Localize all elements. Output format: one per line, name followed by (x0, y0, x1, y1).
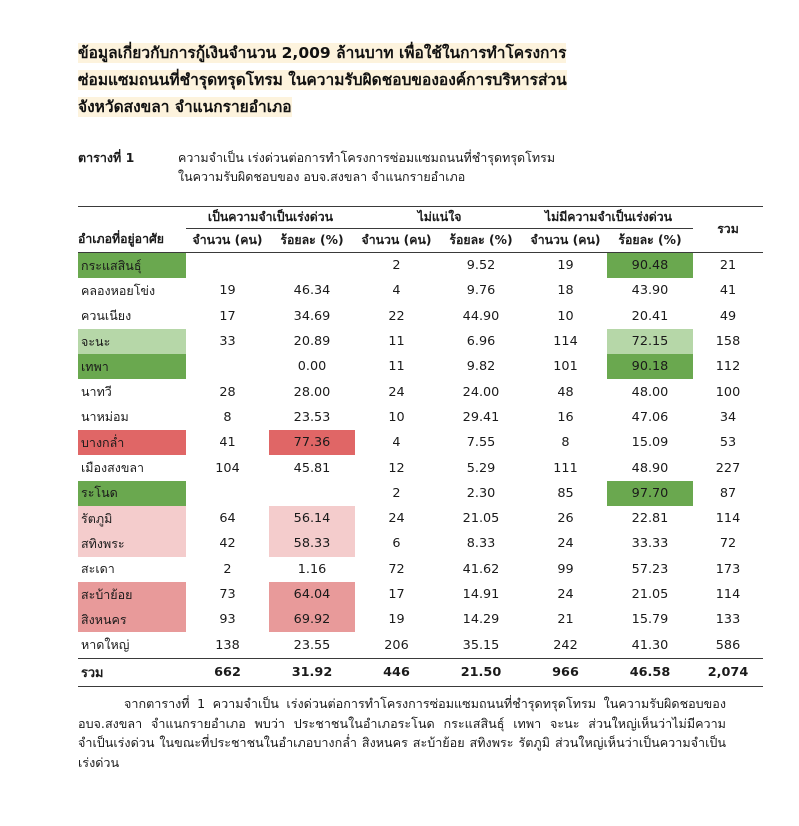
column-header-district: อำเภอที่อยู่อาศัย (78, 232, 164, 246)
cell-district: ควนเนียง (81, 308, 132, 324)
table-row (78, 531, 763, 556)
summary-not-urgent-percent: 46.58 (629, 664, 671, 680)
summary-unsure-percent: 21.50 (460, 664, 502, 680)
table-body (78, 253, 763, 659)
table-caption-text (178, 148, 723, 186)
column-header-urgent-percent: ร้อยละ (%) (280, 233, 344, 247)
cell-not-urgent-percent: 97.70 (607, 481, 693, 506)
table-row (78, 354, 763, 379)
cell-urgent-percent: 77.36 (269, 430, 355, 455)
cell-total: 114 (715, 587, 741, 602)
cell-unsure-percent: 24.00 (462, 384, 500, 400)
cell-urgent-count: 28 (219, 384, 236, 400)
summary-urgent-percent: 31.92 (291, 664, 333, 680)
table-row (78, 557, 763, 582)
cell-not-urgent-percent: 48.00 (631, 384, 669, 400)
cell-not-urgent-percent: 43.90 (631, 283, 669, 299)
cell-district: กระแสสินธุ์ (78, 253, 186, 279)
cell-unsure-count: 6 (392, 536, 401, 552)
cell-unsure-percent: 14.91 (462, 587, 500, 602)
cell-urgent-percent: 58.33 (269, 531, 355, 556)
cell-unsure-percent: 29.41 (462, 409, 500, 425)
cell-not-urgent-count: 16 (557, 409, 574, 425)
cell-district: หาดใหญ่ (81, 637, 130, 653)
cell-not-urgent-percent: 57.23 (631, 561, 669, 577)
cell-not-urgent-percent: 90.18 (607, 354, 693, 379)
cell-unsure-count: 19 (388, 612, 405, 628)
cell-district: สิงหนคร (78, 607, 186, 632)
cell-urgent-percent: 1.16 (297, 561, 327, 577)
cell-unsure-count: 206 (384, 637, 409, 653)
cell-unsure-percent: 5.29 (466, 460, 496, 476)
cell-urgent-count: 17 (219, 308, 236, 324)
cell-urgent-count: 2 (223, 561, 232, 577)
cell-not-urgent-percent: 90.48 (607, 253, 693, 279)
table-row (78, 379, 763, 404)
cell-total: 100 (715, 384, 741, 400)
cell-not-urgent-percent: 20.41 (631, 308, 669, 324)
cell-unsure-percent: 9.76 (466, 283, 496, 299)
cell-unsure-percent: 41.62 (462, 561, 500, 577)
table-summary-row (78, 659, 763, 687)
cell-urgent-count (186, 253, 269, 279)
cell-total: 41 (719, 283, 737, 299)
cell-unsure-count: 2 (392, 258, 401, 274)
cell-district: ระโนด (78, 481, 186, 506)
cell-not-urgent-count: 99 (557, 561, 574, 577)
table-row (78, 278, 763, 303)
cell-not-urgent-count: 85 (557, 485, 574, 501)
cell-not-urgent-count: 48 (557, 384, 574, 400)
column-header-unsure-percent: ร้อยละ (%) (449, 233, 513, 247)
cell-not-urgent-percent: 33.33 (631, 536, 669, 552)
cell-total: 87 (719, 485, 737, 501)
cell-not-urgent-count: 114 (553, 334, 578, 350)
cell-district: จะนะ (78, 329, 186, 354)
cell-total: 21 (719, 258, 737, 274)
cell-urgent-percent: 20.89 (293, 334, 331, 350)
column-header-unsure-count: จำนวน (คน) (361, 233, 432, 247)
cell-not-urgent-count: 24 (557, 587, 574, 602)
cell-not-urgent-count: 242 (553, 637, 578, 653)
cell-total: 158 (715, 334, 741, 350)
cell-total: 173 (715, 561, 741, 577)
data-table (78, 206, 763, 687)
cell-district: สะเดา (81, 561, 115, 577)
cell-not-urgent-count: 19 (557, 258, 574, 274)
cell-district: นาทวี (81, 384, 112, 400)
summary-not-urgent-count: 966 (552, 664, 579, 680)
cell-urgent-percent: 46.34 (293, 283, 331, 299)
table-row (78, 329, 763, 354)
table-row (78, 632, 763, 658)
cell-district: เมืองสงขลา (81, 460, 145, 476)
cell-urgent-percent: 56.14 (269, 506, 355, 531)
cell-district: สะบ้าย้อย (78, 582, 186, 607)
cell-unsure-percent: 6.96 (466, 334, 496, 350)
table-caption (78, 148, 723, 186)
column-header-group-urgent: เป็นความจำเป็นเร่งด่วน (186, 207, 355, 229)
cell-urgent-count: 73 (219, 587, 236, 602)
cell-not-urgent-percent: 41.30 (631, 637, 669, 653)
cell-not-urgent-percent: 15.09 (631, 435, 669, 451)
cell-urgent-count: 42 (219, 536, 236, 552)
cell-not-urgent-count: 101 (553, 359, 578, 375)
cell-urgent-percent: 34.69 (293, 308, 331, 324)
cell-total: 227 (715, 460, 741, 476)
cell-not-urgent-percent: 21.05 (631, 587, 669, 602)
cell-district: นาหม่อม (81, 409, 129, 425)
cell-total: 112 (715, 359, 741, 375)
table-header (78, 207, 763, 253)
cell-not-urgent-count: 21 (557, 612, 574, 628)
cell-unsure-count: 24 (388, 511, 405, 527)
table-row (78, 304, 763, 329)
table-row (78, 481, 763, 506)
summary-unsure-count: 446 (383, 664, 410, 680)
cell-urgent-count: 64 (219, 511, 236, 527)
cell-total: 34 (719, 409, 737, 425)
cell-not-urgent-percent: 47.06 (631, 409, 669, 425)
column-header-not-urgent-percent: ร้อยละ (%) (618, 233, 682, 247)
cell-district: บางกล่ำ (78, 430, 186, 455)
cell-total: 49 (719, 308, 737, 324)
cell-unsure-percent: 21.05 (462, 511, 500, 527)
table-row (78, 405, 763, 430)
cell-not-urgent-count: 111 (553, 460, 578, 476)
cell-unsure-count: 24 (388, 384, 405, 400)
table-row (78, 607, 763, 632)
cell-urgent-count: 8 (223, 409, 232, 425)
cell-unsure-percent: 35.15 (462, 637, 500, 653)
cell-not-urgent-percent: 22.81 (631, 511, 669, 527)
table-row (78, 430, 763, 455)
cell-unsure-percent: 8.33 (466, 536, 496, 552)
column-header-urgent-count: จำนวน (คน) (192, 233, 263, 247)
table-footer (78, 658, 763, 687)
cell-district: สทิงพระ (78, 531, 186, 556)
column-header-group-unsure: ไม่แน่ใจ (355, 207, 524, 229)
table-header-groups (78, 207, 763, 229)
data-table-container (78, 206, 749, 687)
cell-urgent-count: 41 (219, 435, 236, 451)
cell-urgent-percent (269, 253, 355, 279)
cell-unsure-count: 10 (388, 409, 405, 425)
cell-total: 586 (715, 637, 741, 653)
cell-unsure-count: 2 (392, 485, 401, 501)
cell-total: 72 (719, 536, 737, 552)
cell-unsure-count: 12 (388, 460, 405, 476)
column-header-group-not-urgent: ไม่มีความจำเป็นเร่งด่วน (524, 207, 693, 229)
cell-total: 114 (715, 511, 741, 527)
cell-not-urgent-count: 8 (561, 435, 570, 451)
cell-unsure-count: 72 (388, 561, 405, 577)
table-caption-label: ตารางที่ 1 (78, 150, 135, 165)
cell-urgent-percent: 64.04 (269, 582, 355, 607)
table-caption-line-2: ในความรับผิดชอบของ อบจ.สงขลา จำแนกรายอำเภอ (178, 169, 466, 184)
cell-unsure-count: 11 (388, 334, 405, 350)
cell-urgent-percent: 0.00 (297, 359, 327, 375)
cell-urgent-count (186, 354, 269, 379)
page-title-line-1: ข้อมูลเกี่ยวกับการกู้เงินจำนวน 2,009 ล้านบาท เพื่อใช้ในการทำโครงการ (78, 44, 567, 62)
summary-urgent-count: 662 (214, 664, 241, 680)
cell-unsure-percent: 44.90 (462, 308, 500, 324)
cell-urgent-count: 104 (215, 460, 240, 476)
cell-not-urgent-count: 24 (557, 536, 574, 552)
cell-not-urgent-percent: 48.90 (631, 460, 669, 476)
footer-paragraph-text: จากตารางที่ 1 ความจำเป็น เร่งด่วนต่อการทำโครงการซ่อมแซมถนนที่ชำรุดทรุดโทรม ในความรับผิดชอบของ อบจ.สงขลา จำแนกรายอำเภอ พบว่า ประชาชนในอำเภอระโนด กระแสสินธุ์ เทพา จะนะ ส่วนใหญ่เห็นว่าไม่มีความจำเป็นเร่งด่วน ในขณะที่ประชาชนในอำเภอบางกล่ำ สิงหนคร สะบ้าย้อย สทิงพระ รัตภูมิ ส่วนใหญ่เห็นว่าเป็นความจำเป็นเร่งด่วน (78, 696, 726, 770)
page-title (78, 40, 728, 121)
cell-unsure-percent: 2.30 (466, 485, 496, 501)
cell-not-urgent-count: 10 (557, 308, 574, 324)
column-header-total: รวม (717, 222, 739, 236)
cell-urgent-percent: 69.92 (269, 607, 355, 632)
cell-urgent-count: 138 (215, 637, 240, 653)
cell-urgent-count: 93 (219, 612, 236, 628)
table-row (78, 455, 763, 480)
cell-urgent-percent: 45.81 (293, 460, 331, 476)
page-title-line-3: จังหวัดสงขลา จำแนกรายอำเภอ (78, 98, 292, 116)
cell-district: คลองหอยโข่ง (81, 282, 156, 298)
table-bottom-rule (78, 686, 763, 687)
summary-label: รวม (81, 665, 104, 681)
table-row (78, 253, 763, 279)
cell-urgent-percent (269, 481, 355, 506)
cell-district: รัตภูมิ (78, 506, 186, 531)
cell-unsure-percent: 9.52 (466, 258, 496, 274)
table-row (78, 582, 763, 607)
column-header-not-urgent-count: จำนวน (คน) (530, 233, 601, 247)
cell-urgent-percent: 23.55 (293, 637, 331, 653)
cell-total: 133 (715, 612, 741, 628)
cell-not-urgent-count: 18 (557, 283, 574, 299)
cell-unsure-count: 11 (388, 359, 405, 375)
cell-total: 53 (719, 435, 737, 451)
cell-urgent-count: 33 (219, 334, 236, 350)
table-caption-line-1: ความจำเป็น เร่งด่วนต่อการทำโครงการซ่อมแซมถนนที่ชำรุดทรุดโทรม (178, 150, 556, 165)
cell-not-urgent-count: 26 (557, 511, 574, 527)
cell-unsure-count: 22 (388, 308, 405, 324)
footer-paragraph (78, 694, 726, 772)
cell-not-urgent-percent: 72.15 (607, 329, 693, 354)
cell-not-urgent-percent: 15.79 (631, 612, 669, 628)
cell-urgent-percent: 23.53 (293, 409, 331, 425)
page-title-line-2: ซ่อมแซมถนนที่ชำรุดทรุดโทรม ในความรับผิดชอบขององค์การบริหารส่วน (78, 71, 567, 89)
cell-urgent-count: 19 (219, 283, 236, 299)
table-row (78, 506, 763, 531)
summary-total: 2,074 (707, 664, 749, 680)
cell-district: เทพา (78, 354, 186, 379)
cell-unsure-count: 4 (392, 283, 401, 299)
cell-unsure-percent: 9.82 (466, 359, 496, 375)
cell-urgent-count (186, 481, 269, 506)
cell-unsure-count: 17 (388, 587, 405, 602)
cell-urgent-percent: 28.00 (293, 384, 331, 400)
cell-unsure-count: 4 (392, 435, 401, 451)
cell-unsure-percent: 14.29 (462, 612, 500, 628)
cell-unsure-percent: 7.55 (466, 435, 496, 451)
